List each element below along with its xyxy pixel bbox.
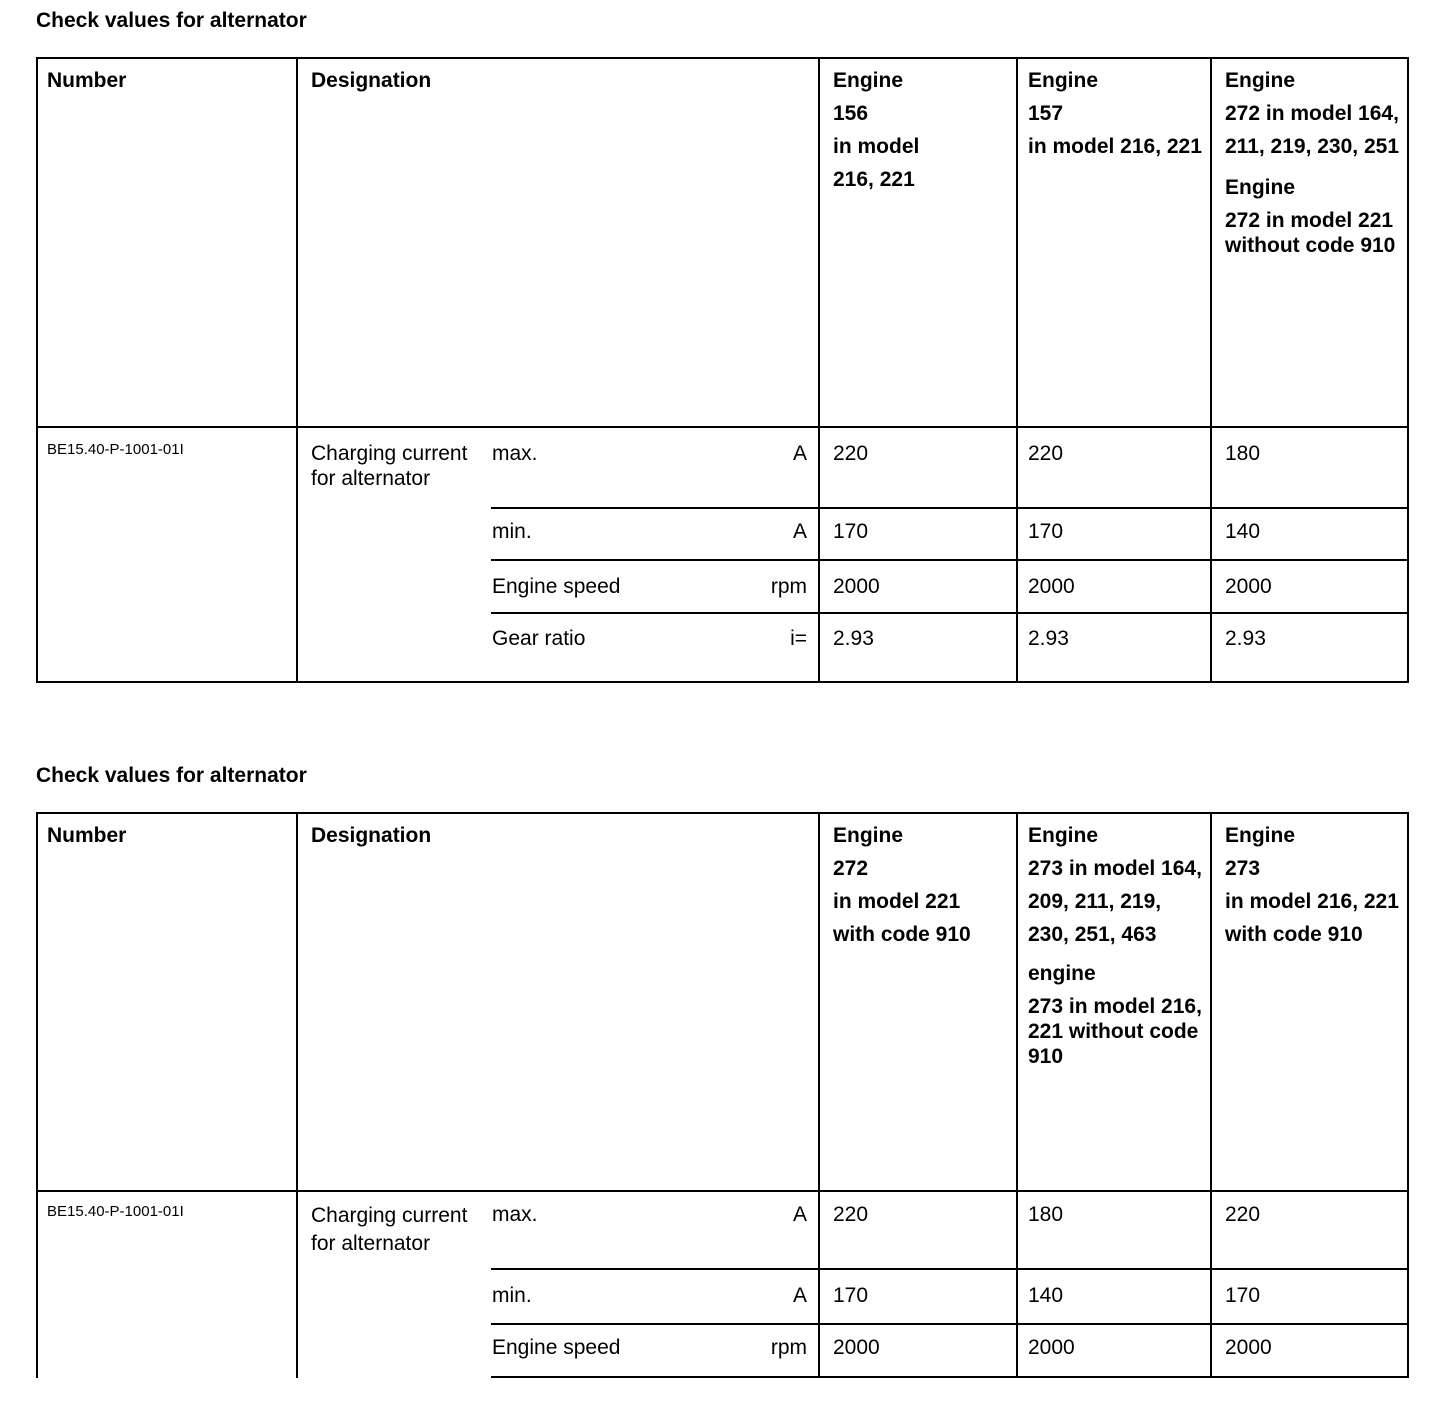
table-1-value: 2000 [1028, 575, 1075, 598]
table-2-header-engine-272: Engine 272 in model 221 with code 910 [833, 824, 971, 946]
table-1-value: 140 [1225, 520, 1261, 543]
table-1-value: 220 [833, 442, 869, 465]
table-2-number: BE15.40-P-1001-01I [47, 1203, 184, 1220]
table-1-value: 2.93 [1225, 627, 1266, 650]
table-1-header-engine-272: Engine 272 in model 164, 211, 219, 230, 251 Engine 272 in model 221 without code 910 [1225, 69, 1399, 257]
table-1-param-gear-ratio: Gear ratio [492, 627, 586, 650]
table-1-number: BE15.40-P-1001-01I [47, 441, 184, 458]
table-1-value: 220 [1028, 442, 1064, 465]
table-2-header-engine-273: Engine 273 in model 164, 209, 211, 219, 230, 251, 463 engine 273 in model 216, 221 without code 910 [1028, 824, 1202, 1068]
table-2-value: 220 [1225, 1203, 1261, 1226]
table-1-param-engine-speed: Engine speed [492, 575, 621, 598]
table-1-value: 2000 [1225, 575, 1272, 598]
table-1-unit-min: A [792, 520, 807, 543]
table-1-header-engine-157: Engine 157 in model 216, 221 [1028, 69, 1202, 158]
table-2-header-engine-273-code-910: Engine 273 in model 216, 221 with code 910 [1225, 824, 1399, 946]
table-2-param-engine-speed: Engine speed [492, 1336, 621, 1359]
table-1-title: Check values for alternator [36, 9, 307, 32]
table-2-header-number: Number [47, 824, 127, 847]
table-2-value: 180 [1028, 1203, 1064, 1226]
table-1-unit-gear-ratio: i= [790, 627, 807, 650]
table-2-value: 2000 [833, 1336, 880, 1359]
table-2-value: 220 [833, 1203, 869, 1226]
table-2-value: 2000 [1028, 1336, 1075, 1359]
table-1-value: 170 [1028, 520, 1064, 543]
table-1-value: 180 [1225, 442, 1261, 465]
table-2-header-designation: Designation [311, 824, 432, 847]
table-1-unit-max: A [792, 442, 807, 465]
table-1-value: 2000 [833, 575, 880, 598]
table-2-unit-engine-speed: rpm [770, 1336, 807, 1359]
table-2-value: 2000 [1225, 1336, 1272, 1359]
table-2-value: 140 [1028, 1284, 1064, 1307]
table-1-header-number: Number [47, 69, 127, 92]
table-1-designation: Charging current for alternator [311, 442, 468, 490]
table-1-header-designation: Designation [311, 69, 432, 92]
table-2-value: 170 [1225, 1284, 1261, 1307]
table-2-param-max: max. [492, 1203, 538, 1226]
table-2-title: Check values for alternator [36, 764, 307, 787]
table-1-header-engine-156: Engine 156 in model 216, 221 [833, 69, 920, 191]
table-2-value: 170 [833, 1284, 869, 1307]
table-2-param-min: min. [492, 1284, 532, 1307]
table-2-unit-min: A [792, 1284, 807, 1307]
table-1-value: 2.93 [1028, 627, 1069, 650]
table-1-param-max: max. [492, 442, 538, 465]
table-1-unit-engine-speed: rpm [770, 575, 807, 598]
table-2-designation: Charging current for alternator [311, 1204, 468, 1255]
table-2-unit-max: A [792, 1203, 807, 1226]
table-1-value: 2.93 [833, 627, 874, 650]
table-1-param-min: min. [492, 520, 532, 543]
table-1-value: 170 [833, 520, 869, 543]
